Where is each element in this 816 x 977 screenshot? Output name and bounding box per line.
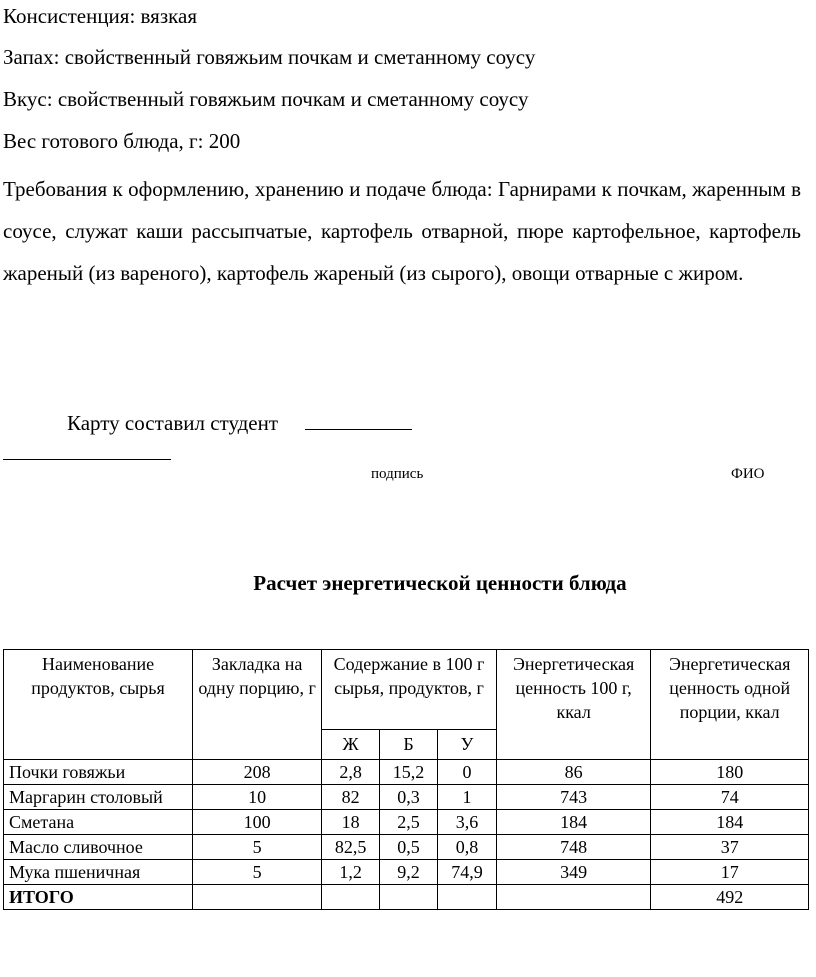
cell-carbs: 0: [437, 760, 496, 785]
total-protein-empty: [380, 885, 438, 910]
cell-name: Почки говяжьи: [4, 760, 193, 785]
header-content: Содержание в 100 г сырья, продуктов, г: [322, 650, 497, 730]
header-protein: Б: [380, 730, 438, 760]
cell-energy-100: 743: [496, 785, 650, 810]
cell-fat: 18: [322, 810, 380, 835]
total-label: ИТОГО: [4, 885, 193, 910]
cell-energy-100: 349: [496, 860, 650, 885]
signature-blank: [305, 411, 412, 430]
name-blank-line: [3, 459, 171, 460]
cell-fat: 82: [322, 785, 380, 810]
table-row: [4, 835, 809, 860]
header-name: Наименование продуктов, сырья: [4, 650, 193, 760]
cell-carbs: 74,9: [437, 860, 496, 885]
consistency-line: Консистенция: вязкая: [3, 4, 197, 28]
header-carbs: У: [437, 730, 496, 760]
cell-carbs: 0,8: [437, 835, 496, 860]
table-title: Расчет энергетической ценности блюда: [253, 571, 627, 595]
smell-line: Запах: свойственный говяжьим почкам и сметанному соусу: [3, 45, 536, 69]
cell-protein: 9,2: [380, 860, 438, 885]
cell-energy-portion: 180: [651, 760, 809, 785]
cell-carbs: 1: [437, 785, 496, 810]
table-row: [4, 810, 809, 835]
cell-name: Маргарин столовый: [4, 785, 193, 810]
cell-energy-100: 184: [496, 810, 650, 835]
cell-protein: 0,5: [380, 835, 438, 860]
cell-fat: 82,5: [322, 835, 380, 860]
header-energy-100: Энергетическая ценность 100 г, ккал: [496, 650, 650, 760]
cell-protein: 2,5: [380, 810, 438, 835]
name-caption: ФИО: [731, 466, 765, 482]
total-energy-100-empty: [496, 885, 650, 910]
cell-portion: 5: [193, 860, 322, 885]
weight-line: Вес готового блюда, г: 200: [3, 129, 241, 153]
cell-name: Сметана: [4, 810, 193, 835]
energy-table: [3, 649, 809, 910]
table-row: [4, 785, 809, 810]
cell-energy-portion: 17: [651, 860, 809, 885]
header-fat: Ж: [322, 730, 380, 760]
table-row: [4, 860, 809, 885]
signature-caption: подпись: [371, 466, 424, 482]
taste-line: Вкус: свойственный говяжьим почкам и сметанному соусу: [3, 87, 529, 111]
total-energy-portion: 492: [651, 885, 809, 910]
cell-energy-portion: 184: [651, 810, 809, 835]
cell-energy-100: 86: [496, 760, 650, 785]
total-row: [4, 885, 809, 910]
total-fat-empty: [322, 885, 380, 910]
cell-name: Масло сливочное: [4, 835, 193, 860]
header-portion: Закладка на одну порцию, г: [193, 650, 322, 760]
cell-carbs: 3,6: [437, 810, 496, 835]
signature-row: [67, 411, 412, 435]
header-energy-portion: Энергетическая ценность одной порции, ккал: [651, 650, 809, 760]
cell-protein: 0,3: [380, 785, 438, 810]
cell-fat: 2,8: [322, 760, 380, 785]
cell-name: Мука пшеничная: [4, 860, 193, 885]
cell-portion: 10: [193, 785, 322, 810]
total-portion-empty: [193, 885, 322, 910]
table-row: [4, 760, 809, 785]
cell-portion: 100: [193, 810, 322, 835]
total-carbs-empty: [437, 885, 496, 910]
cell-portion: 208: [193, 760, 322, 785]
requirements-paragraph: Требования к оформлению, хранению и подаче блюда: Гарнирами к почкам, жаренным в соусе, служат каши рассыпчатые, картофель отварной, пюре картофельное, картофель жареный (из вареного), картофель жареный (из сырого), овощи отварные с жиром.: [3, 177, 801, 285]
cell-protein: 15,2: [380, 760, 438, 785]
cell-portion: 5: [193, 835, 322, 860]
cell-energy-portion: 74: [651, 785, 809, 810]
cell-energy-portion: 37: [651, 835, 809, 860]
cell-energy-100: 748: [496, 835, 650, 860]
cell-fat: 1,2: [322, 860, 380, 885]
signature-label: Карту составил студент: [67, 411, 279, 435]
